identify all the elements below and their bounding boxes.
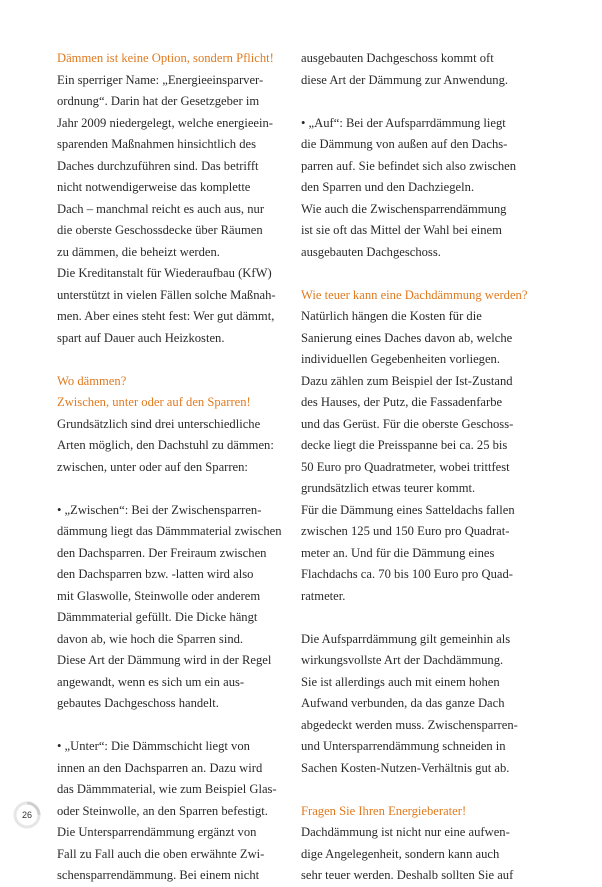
heading-energieberater: Fragen Sie Ihren Energieberater! [301,803,467,818]
text-line: sparenden Maßnahmen hinsichtlich des [57,137,256,151]
page-number: 26 [21,810,32,820]
text-line: grundsätzlich etwas teurer kommt. [301,481,476,495]
paragraph-energieeinsparverordnung [57,70,289,350]
text-line: den Dachsparren. Der Freiraum zwischen [57,545,267,560]
text-line: davon ab, wie hoch die Sparren sind. [57,631,244,646]
text-line: ausgebauten Dachgeschoss. [301,244,441,259]
text-line: ordnung“. Darin hat der Gesetzgeber im [57,94,260,108]
text-line: innen an den Dachsparren an. Dazu wird [57,760,263,775]
text-line: ausgebauten Dachgeschoss kommt oft [301,51,494,65]
text-line: die oberste Geschossdecke über Räumen [57,223,263,237]
heading-wo-daemmen: Wo dämmen? [57,373,127,388]
text-line: zwischen 125 und 150 Euro pro Quadrat- [301,524,510,538]
text-line: Die Kreditanstalt für Wiederaufbau (KfW) [57,266,272,280]
text-line: meter an. Und für die Dämmung eines [301,545,495,560]
text-line: Für die Dämmung eines Satteldachs fallen [301,502,515,517]
text-line: nicht notwendigerweise das komplette [57,180,251,194]
paragraph-aufsparrdaemmung [301,629,533,780]
text-line: Grundsätzlich sind drei unterschiedliche [57,416,261,431]
text-line: abgedeckt werden muss. Zwischensparren- [301,717,518,732]
text-line: Dazu zählen zum Beispiel der Ist-Zustand [301,373,513,388]
text-line: men. Aber eines steht fest: Wer gut dämmt, [57,309,275,323]
text-line: Arten möglich, den Dachstuhl zu dämmen: [57,438,274,452]
text-line: mit Glaswolle, Steinwolle oder anderem [57,588,261,603]
text-line: den Sparren und den Dachziegeln. [301,180,475,194]
text-line: des Hauses, der Putz, die Fassadenfarbe [301,395,503,409]
text-line: ratmeter. [301,588,346,603]
text-line: den Dachsparren bzw. -latten wird also [57,567,254,581]
text-line: spart auf Dauer auch Heizkosten. [57,330,225,345]
text-line: und das Gerüst. Für die oberste Geschoss- [301,416,514,431]
text-line: • „Zwischen“: Bei der Zwischensparren- [57,502,262,517]
text-line: gebautes Dachgeschoss handelt. [57,696,219,710]
left-column [57,48,289,887]
text-line: ist sie oft das Mittel der Wahl bei einem [301,223,502,237]
text-line: 50 Euro pro Quadratmeter, wobei trittfest [301,459,510,474]
text-line: Dach – manchmal reicht es auch aus, nur [57,201,265,216]
bullet-zwischen [57,500,289,715]
heading-daemmen-pflicht: Dämmen ist keine Option, sondern Pflicht! [57,51,274,65]
text-line: das Dämmmaterial, wie zum Beispiel Glas- [57,782,277,796]
text-line: Sanierung eines Daches davon ab, welche [301,330,513,345]
right-column [301,48,533,887]
text-line: Wie auch die Zwischensparrendämmung [301,201,507,216]
paragraph-energieberater [301,822,533,887]
text-line: Dachdämmung ist nicht nur eine aufwen- [301,825,510,839]
text-line: Die Untersparrendämmung ergänzt von [57,825,257,839]
text-line: Daches durchzuführen sind. Das betrifft [57,158,259,173]
text-line: Sachen Kosten-Nutzen-Verhältnis gut ab. [301,760,510,775]
text-line: decke liegt die Preisspanne bei ca. 25 bis [301,438,508,452]
text-line: sehr teuer werden. Deshalb sollten Sie auf [301,868,514,882]
text-line: zu dämmen, die beheizt werden. [57,244,220,259]
page-number-badge [12,800,42,830]
text-line: individuellen Gegebenheiten vorliegen. [301,352,500,366]
text-line: wirkungsvollste Art der Dachdämmung. [301,653,504,667]
text-line: Diese Art der Dämmung wird in der Regel [57,653,272,667]
paragraph-kosten [301,306,533,607]
text-line: Die Aufsparrdämmung gilt gemeinhin als [301,631,511,646]
text-line: zwischen, unter oder auf den Sparren: [57,459,248,474]
text-line: schensparrendämmung. Bei einem nicht [57,868,260,882]
text-line: dämmung liegt das Dämmmaterial zwischen [57,524,282,538]
paragraph-continuation [301,48,533,91]
text-line: Fall zu Fall auch die oben erwähnte Zwi- [57,846,265,861]
text-line: oder Steinwolle, an den Sparren befestigt. [57,803,268,818]
bullet-auf [301,113,533,264]
text-line: und Untersparrendämmung schneiden in [301,739,506,753]
text-line: • „Auf“: Bei der Aufsparrdämmung liegt [301,115,506,130]
text-line: diese Art der Dämmung zur Anwendung. [301,72,509,87]
text-line: die Dämmung von außen auf den Dachs- [301,137,508,151]
text-line: Aufwand verbunden, da das ganze Dach [301,696,505,710]
text-line: Jahr 2009 niedergelegt, welche energieein- [57,115,273,130]
text-line: Flachdachs ca. 70 bis 100 Euro pro Quad- [301,567,513,581]
text-line: Dämmmaterial gefüllt. Die Dicke hängt [57,610,258,624]
text-line: angewandt, wenn es sich um ein aus- [57,674,245,689]
text-line: dige Angelegenheit, sondern kann auch [301,846,500,861]
text-line: Natürlich hängen die Kosten für die [301,309,482,323]
heading-wie-teuer: Wie teuer kann eine Dachdämmung werden? [301,287,528,302]
text-line: unterstützt in vielen Fällen solche Maßnah- [57,287,276,302]
text-line: • „Unter“: Die Dämmschicht liegt von [57,739,250,753]
text-line: Ein sperriger Name: „Energieeinsparver- [57,72,264,87]
bullet-unter [57,736,289,887]
heading-zwischen-unter-auf: Zwischen, unter oder auf den Sparren! [57,395,251,409]
text-line: Sie ist allerdings auch mit einem hohen [301,674,500,689]
paragraph-drei-arten [57,414,289,479]
text-line: parren auf. Sie befindet sich also zwischen [301,158,517,173]
